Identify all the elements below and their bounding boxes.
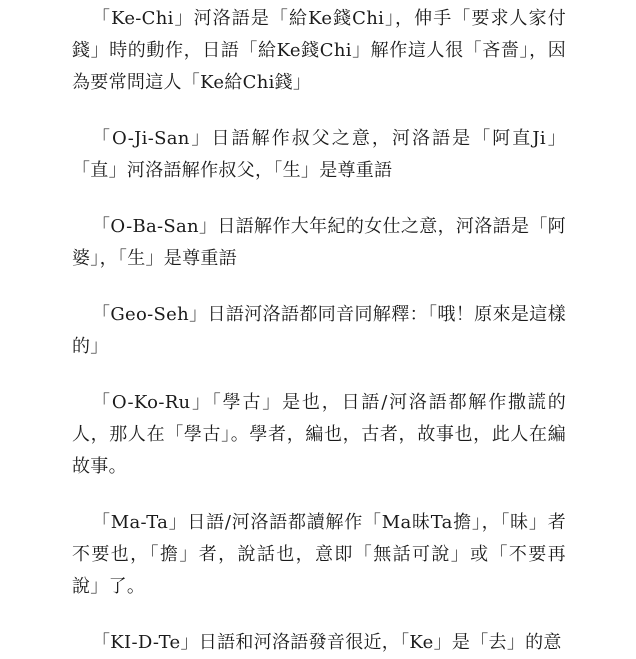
paragraph-ki-d-te: 「KI-D-Te」日語和河洛語發音很近，「Ke」是「去」的意 xyxy=(92,632,562,653)
paragraph-geo-seh: 「Geo-Seh」日語河洛語都同音同解釋：「哦！原來是這樣的」 xyxy=(72,304,566,357)
document-body xyxy=(72,3,566,659)
paragraph-o-ji-san: 「O-Ji-San」日語解作叔父之意，河洛語是「阿直Ji」「直」河洛語解作叔父，「生」是尊重語 xyxy=(72,128,566,181)
paragraph-ma-ta: 「Ma-Ta」日語/河洛語都讀解作「Ma昧Ta擔」，「昧」者不要也，「擔」者，說話也，意即「無話可說」或「不要再說」了。 xyxy=(72,512,566,597)
paragraph-ke-chi: 「Ke-Chi」河洛語是「給Ke錢Chi」，伸手「要求人家付錢」時的動作，日語「給Ke錢Chi」解作這人很「吝嗇」，因為要常問這人「Ke給Chi錢」 xyxy=(72,8,566,93)
paragraph-o-ba-san: 「O-Ba-San」日語解作大年紀的女仕之意，河洛語是「阿婆」，「生」是尊重語 xyxy=(72,216,566,269)
paragraph-o-ko-ru: 「O-Ko-Ru」「學古」是也，日語/河洛語都解作撒謊的人，那人在「學古」。學者，編也，古者，故事也，此人在編故事。 xyxy=(72,392,566,477)
